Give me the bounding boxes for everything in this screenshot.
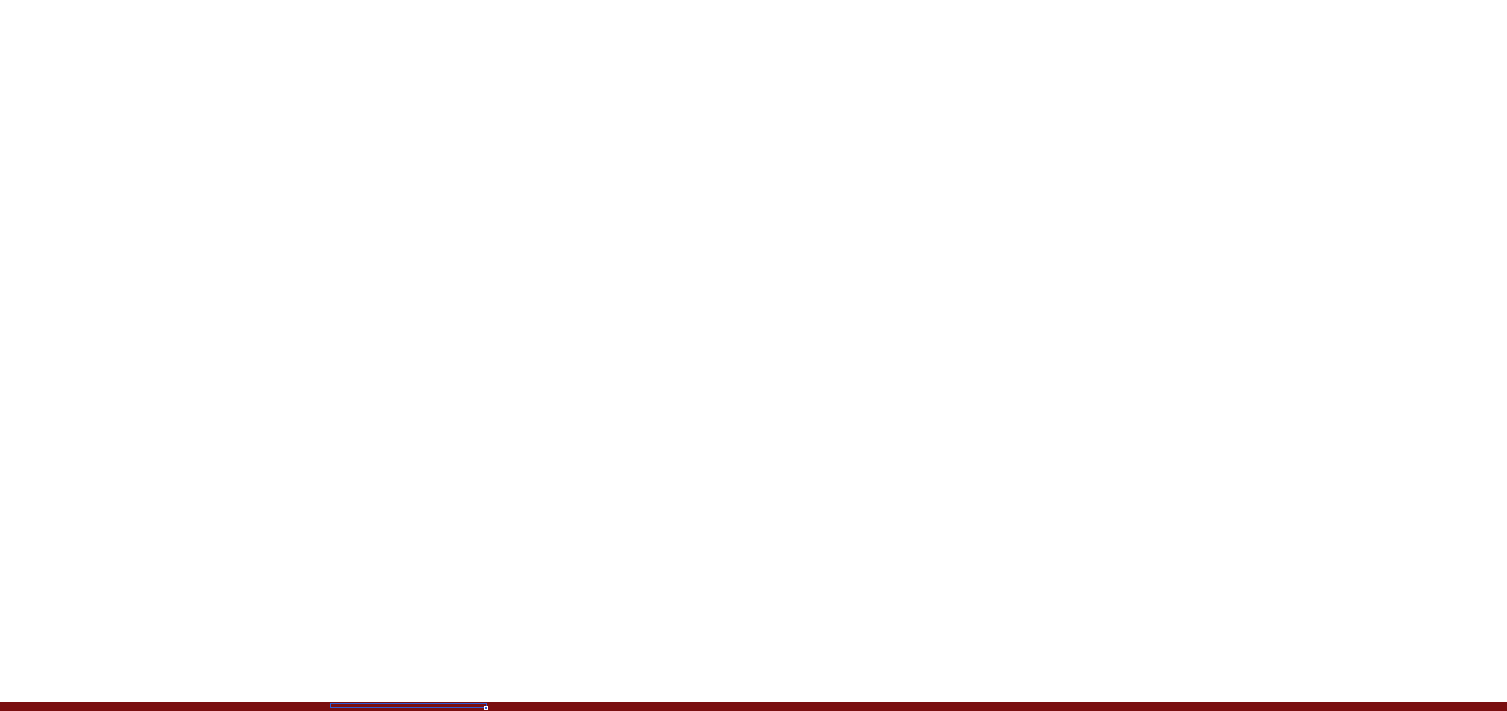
fill-handle[interactable]	[484, 706, 488, 710]
sheet-bottom-bar	[0, 702, 1507, 711]
selected-cell[interactable]	[330, 703, 487, 708]
